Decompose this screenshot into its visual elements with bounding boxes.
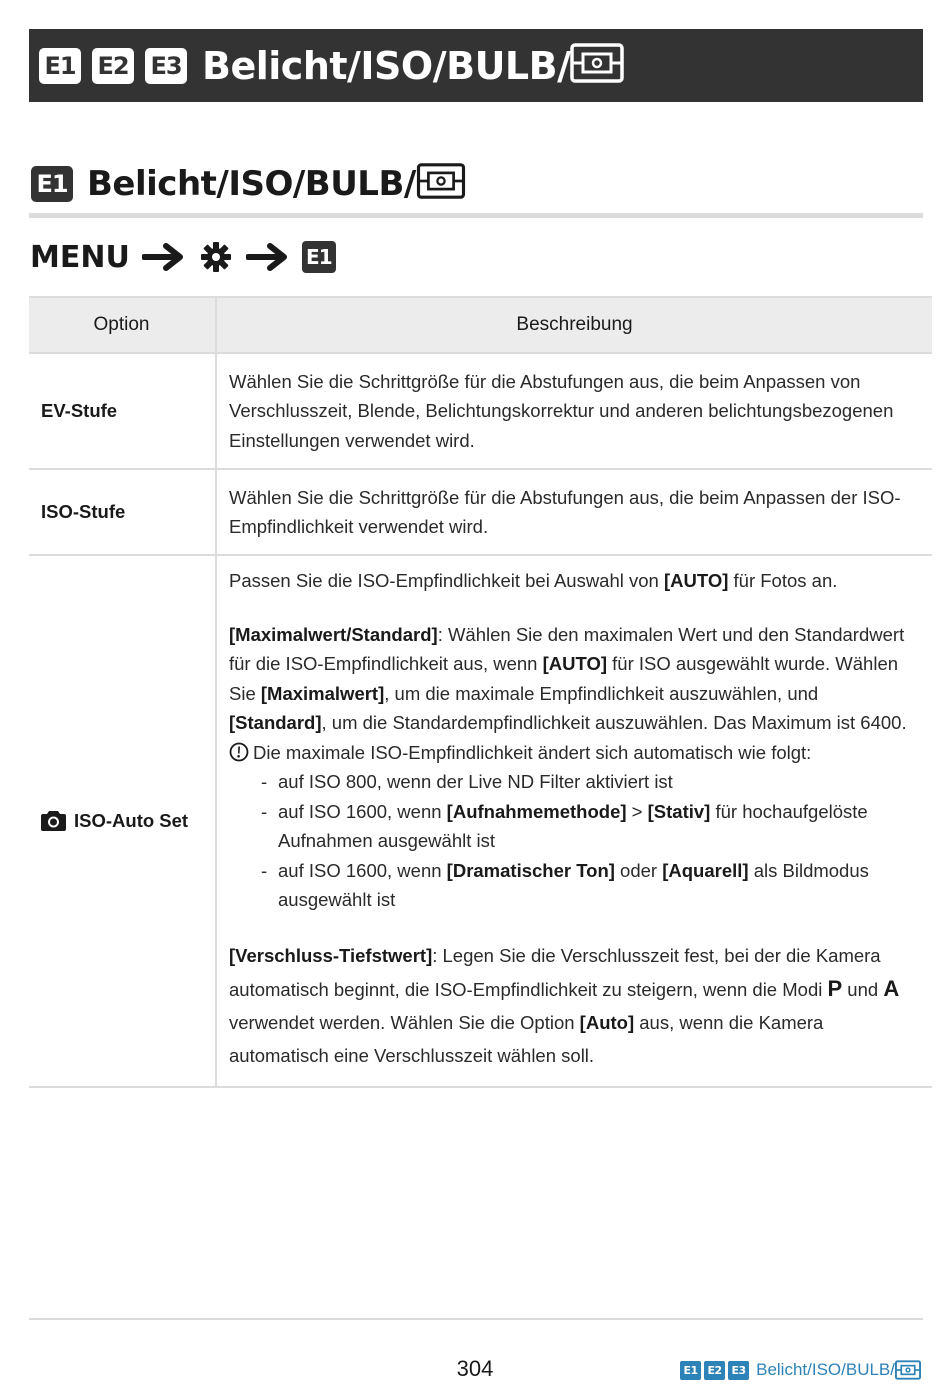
list-item (261, 856, 920, 915)
text: aus, wenn die Kamera automatisch eine Verschlusszeit wählen soll. (229, 1011, 824, 1066)
intro-paragraph (229, 566, 920, 596)
section-divider (29, 213, 923, 218)
shutter-paragraph (229, 939, 920, 1072)
camera-icon (41, 810, 66, 831)
arrow-right-icon (142, 242, 186, 272)
chapter-title: Belicht/ISO/BULB/ (202, 43, 571, 88)
text: und (842, 978, 884, 1000)
keyword: [Dramatischer Ton] (446, 859, 615, 881)
footer-badge-e3: E3 (728, 1361, 749, 1380)
text: , um die maximale Empfindlichkeit auszuwählen, und (384, 682, 819, 704)
option-description: Wählen Sie die Schrittgröße für die Abstufungen aus, die beim Anpassen von Verschlusszeit, Blende, Belichtungskorrektur und anderen belichtungsbezogenen Einstellungen verwendet wird. (216, 353, 932, 469)
option-description: Wählen Sie die Schrittgröße für die Abstufungen aus, die beim Anpassen der ISO-Empfindlichkeit verwendet wird. (216, 469, 932, 555)
footer-divider (29, 1318, 923, 1320)
text: auf ISO 800, wenn der Live ND Filter aktiviert ist (278, 771, 673, 792)
keyword: [Verschluss-Tiefstwert] (229, 944, 433, 966)
metering-mode-icon (895, 1360, 921, 1380)
chapter-banner (29, 29, 923, 102)
option-description (216, 555, 932, 1087)
section-title: Belicht/ISO/BULB/ (87, 163, 416, 204)
page-number: 304 (456, 1356, 494, 1381)
text: > (626, 800, 648, 822)
text: für ISO ausgewählt wurde. Wählen Sie (229, 653, 899, 704)
mode-p-symbol: P (827, 975, 843, 1001)
metering-mode-icon (570, 43, 624, 88)
tab-badge-e2: E2 (92, 48, 134, 84)
footer-badge-e1: E1 (680, 1361, 701, 1380)
keyword: [Maximalwert/Standard] (229, 623, 438, 645)
text: : Legen Sie die Verschlusszeit fest, bei der die Kamera automatisch beginnt, die ISO-Empfindlichkeit zu steigern, wenn die Modi (229, 944, 881, 1000)
table-row (29, 555, 932, 1087)
text: verwendet werden. Wählen Sie die Option (229, 1011, 580, 1033)
list-item (261, 797, 920, 856)
arrow-right-icon (246, 242, 290, 272)
keyword: [Aquarell] (662, 859, 749, 881)
mode-a-symbol: A (883, 975, 900, 1001)
menu-badge-e1: E1 (302, 241, 336, 273)
menu-path (30, 236, 336, 278)
footer-badge-e2: E2 (704, 1361, 725, 1380)
table-header-row (29, 297, 932, 353)
text: : Wählen Sie den maximalen Wert und den Standardwert für die ISO-Empfindlichkeit aus, wenn (229, 623, 905, 674)
table-row (29, 469, 932, 555)
tab-badge-e1: E1 (39, 48, 81, 84)
option-name: ISO-Auto Set (74, 809, 189, 831)
keyword: [Aufnahmemethode] (446, 800, 627, 822)
keyword: [Standard] (229, 712, 322, 733)
text: , um die Standardempfindlichkeit auszuwählen. Das Maximum ist 6400. (321, 712, 907, 733)
metering-mode-icon (416, 163, 466, 204)
keyword: [Maximalwert] (260, 682, 385, 704)
list-item (261, 767, 920, 797)
keyword: [Auto] (579, 1011, 635, 1033)
caution-list (229, 767, 920, 915)
keyword: [AUTO] (542, 653, 608, 674)
table-row (29, 353, 932, 469)
text: für hochaufgelöste Aufnahmen ausgewählt ist (278, 800, 868, 851)
keyword: [Stativ] (647, 800, 711, 822)
footer-section-link[interactable] (680, 1360, 921, 1380)
option-name-cell (29, 555, 216, 1087)
text: oder (614, 859, 663, 881)
menu-label: MENU (30, 239, 130, 275)
footer-link-text[interactable]: Belicht/ISO/BULB/ (756, 1360, 895, 1379)
keyword: [AUTO] (663, 570, 729, 591)
option-name: EV-Stufe (29, 353, 216, 469)
text: auf ISO 1600, wenn (278, 800, 447, 822)
column-header-description: Beschreibung (216, 297, 932, 353)
section-badge-e1: E1 (31, 166, 73, 202)
section-heading (31, 163, 466, 204)
text: auf ISO 1600, wenn (278, 859, 447, 881)
column-header-option: Option (29, 297, 216, 353)
text: als Bildmodus ausgewählt ist (278, 859, 869, 910)
text: für Fotos an. (728, 570, 838, 591)
option-name: ISO-Stufe (29, 469, 216, 555)
caution-icon (229, 742, 249, 762)
max-standard-paragraph (229, 620, 920, 738)
tab-badge-e3: E3 (145, 48, 187, 84)
caution-text: Die maximale ISO-Empfindlichkeit ändert sich automatisch wie folgt: (253, 741, 812, 763)
settings-table (29, 296, 932, 1088)
text: Passen Sie die ISO-Empfindlichkeit bei Auswahl von (229, 570, 664, 591)
caution-note (229, 738, 920, 768)
gear-icon (200, 241, 232, 273)
